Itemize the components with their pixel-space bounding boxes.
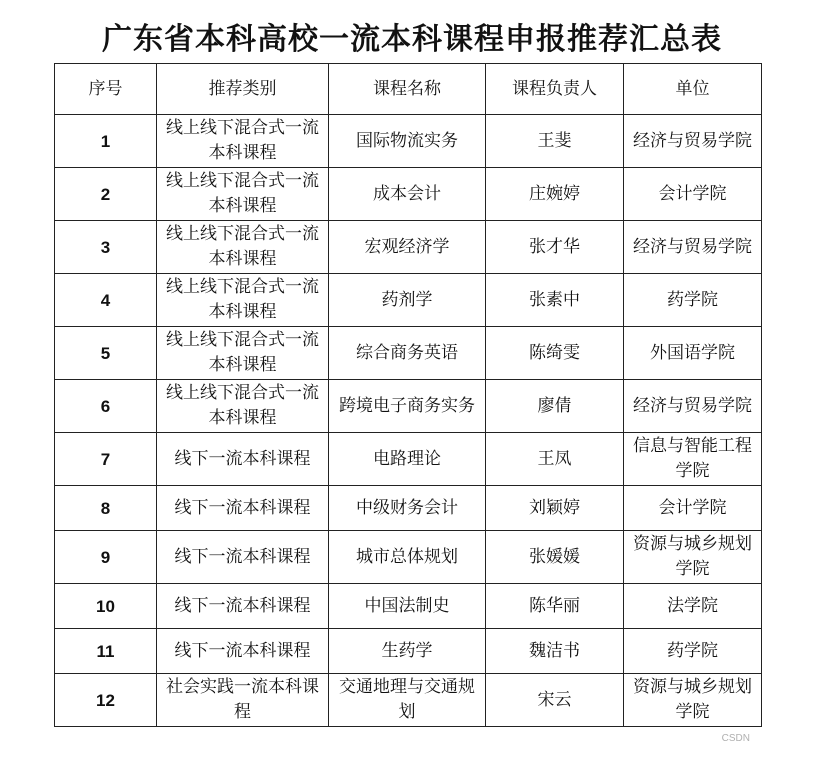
cell-course: 跨境电子商务实务 [329, 380, 486, 433]
cell-course: 交通地理与交通规划 [329, 674, 486, 727]
watermark-text: CSDN [721, 733, 750, 744]
cell-category: 线上线下混合式一流本科课程 [157, 327, 329, 380]
header-serial-number: 序号 [55, 64, 157, 115]
cell-category: 线下一流本科课程 [157, 433, 329, 486]
cell-lead: 刘颖婷 [486, 486, 624, 531]
cell-number: 12 [55, 674, 157, 727]
cell-number: 11 [55, 629, 157, 674]
cell-unit: 会计学院 [624, 168, 762, 221]
cell-number: 8 [55, 486, 157, 531]
cell-course: 成本会计 [329, 168, 486, 221]
cell-lead: 张才华 [486, 221, 624, 274]
cell-lead: 张素中 [486, 274, 624, 327]
table-row [55, 221, 762, 274]
table-row [55, 168, 762, 221]
cell-lead: 陈绮雯 [486, 327, 624, 380]
table-row [55, 274, 762, 327]
cell-unit: 资源与城乡规划学院 [624, 531, 762, 584]
cell-number: 4 [55, 274, 157, 327]
cell-category: 线上线下混合式一流本科课程 [157, 380, 329, 433]
cell-lead: 王斐 [486, 115, 624, 168]
cell-category: 线下一流本科课程 [157, 629, 329, 674]
cell-number: 7 [55, 433, 157, 486]
table-row [55, 629, 762, 674]
cell-course: 中国法制史 [329, 584, 486, 629]
cell-unit: 外国语学院 [624, 327, 762, 380]
cell-unit: 经济与贸易学院 [624, 221, 762, 274]
cell-unit: 经济与贸易学院 [624, 380, 762, 433]
cell-lead: 宋云 [486, 674, 624, 727]
cell-course: 中级财务会计 [329, 486, 486, 531]
table-row [55, 486, 762, 531]
cell-category: 线上线下混合式一流本科课程 [157, 274, 329, 327]
cell-course: 国际物流实务 [329, 115, 486, 168]
cell-lead: 庄婉婷 [486, 168, 624, 221]
cell-course: 药剂学 [329, 274, 486, 327]
cell-course: 城市总体规划 [329, 531, 486, 584]
cell-number: 6 [55, 380, 157, 433]
header-course-name: 课程名称 [329, 64, 486, 115]
cell-category: 线下一流本科课程 [157, 531, 329, 584]
cell-lead: 王凤 [486, 433, 624, 486]
recommendation-summary-table [54, 63, 762, 727]
cell-course: 生药学 [329, 629, 486, 674]
cell-course: 综合商务英语 [329, 327, 486, 380]
cell-category: 线下一流本科课程 [157, 486, 329, 531]
table-header-row [55, 64, 762, 115]
cell-number: 9 [55, 531, 157, 584]
header-category: 推荐类别 [157, 64, 329, 115]
table-row [55, 674, 762, 727]
cell-unit: 法学院 [624, 584, 762, 629]
cell-unit: 会计学院 [624, 486, 762, 531]
table-row [55, 115, 762, 168]
cell-lead: 陈华丽 [486, 584, 624, 629]
cell-lead: 魏洁书 [486, 629, 624, 674]
table-row [55, 380, 762, 433]
cell-unit: 药学院 [624, 629, 762, 674]
cell-category: 线上线下混合式一流本科课程 [157, 221, 329, 274]
header-course-lead: 课程负责人 [486, 64, 624, 115]
cell-category: 线上线下混合式一流本科课程 [157, 168, 329, 221]
table-row [55, 327, 762, 380]
cell-number: 10 [55, 584, 157, 629]
table-row [55, 584, 762, 629]
page-title: 广东省本科高校一流本科课程申报推荐汇总表 [102, 22, 722, 57]
cell-number: 2 [55, 168, 157, 221]
cell-unit: 药学院 [624, 274, 762, 327]
cell-number: 3 [55, 221, 157, 274]
cell-unit: 资源与城乡规划学院 [624, 674, 762, 727]
cell-number: 1 [55, 115, 157, 168]
cell-unit: 经济与贸易学院 [624, 115, 762, 168]
cell-lead: 张媛媛 [486, 531, 624, 584]
cell-category: 线上线下混合式一流本科课程 [157, 115, 329, 168]
cell-number: 5 [55, 327, 157, 380]
cell-category: 线下一流本科课程 [157, 584, 329, 629]
cell-course: 电路理论 [329, 433, 486, 486]
cell-course: 宏观经济学 [329, 221, 486, 274]
cell-category: 社会实践一流本科课程 [157, 674, 329, 727]
table-row [55, 531, 762, 584]
cell-unit: 信息与智能工程学院 [624, 433, 762, 486]
table-row [55, 433, 762, 486]
header-unit: 单位 [624, 64, 762, 115]
cell-lead: 廖倩 [486, 380, 624, 433]
